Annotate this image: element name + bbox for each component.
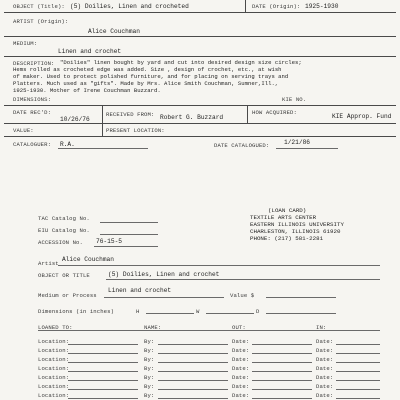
date-in-field-line bbox=[336, 380, 380, 381]
by-label: By: bbox=[144, 374, 155, 381]
by-field-line bbox=[158, 362, 228, 363]
date-in-field-line bbox=[336, 353, 380, 354]
center-line: PHONE: (217) 581-2281 bbox=[250, 235, 324, 242]
date-catalogued-value: 1/21/86 bbox=[284, 139, 310, 146]
date-received-value: 10/26/76 bbox=[60, 116, 90, 123]
location-field-line bbox=[68, 353, 138, 354]
card-dimensions-label: Dimensions (in inches) bbox=[38, 308, 115, 315]
date-in-label: Date: bbox=[316, 374, 334, 381]
tac-catalog-label: TAC Catalog No. bbox=[38, 215, 90, 222]
received-from-value: Robert G. Buzzard bbox=[160, 114, 224, 121]
location-label: Location: bbox=[38, 338, 70, 345]
by-label: By: bbox=[144, 383, 155, 390]
location-field-line bbox=[68, 371, 138, 372]
date-catalogued-label: DATE CATALOGUED: bbox=[214, 142, 270, 149]
how-acquired-value: KIE Approp. Fund bbox=[332, 113, 392, 120]
cataloguer-label: CATALOGUER: bbox=[13, 141, 52, 148]
location-label: Location: bbox=[38, 374, 70, 381]
date-out-field-line bbox=[252, 344, 312, 345]
eiu-catalog-label: EIU Catalog No. bbox=[38, 227, 90, 234]
by-field-line bbox=[158, 398, 228, 399]
date-out-label: Date: bbox=[232, 365, 250, 372]
description-line: "Doilies" linen bought by yard and cut into desired design size circles; bbox=[60, 59, 302, 66]
date-origin-value: 1925-1930 bbox=[305, 3, 339, 10]
field-line bbox=[100, 222, 158, 223]
date-out-label: Date: bbox=[232, 347, 250, 354]
field-line bbox=[266, 297, 336, 298]
depth-label: D bbox=[256, 308, 260, 315]
medium-value: Linen and crochet bbox=[58, 48, 122, 55]
location-field-line bbox=[68, 344, 138, 345]
field-line bbox=[266, 313, 336, 314]
by-label: By: bbox=[144, 347, 155, 354]
date-in-label: Date: bbox=[316, 338, 334, 345]
rule bbox=[247, 105, 248, 123]
date-in-label: Date: bbox=[316, 356, 334, 363]
date-out-field-line bbox=[252, 353, 312, 354]
rule bbox=[4, 136, 396, 137]
medium-label: MEDIUM: bbox=[13, 40, 38, 47]
date-in-label: Date: bbox=[316, 347, 334, 354]
description-label: DESCRIPTION: bbox=[13, 60, 55, 67]
cataloguer-value: R.A. bbox=[60, 141, 75, 148]
description-line: Platters. Much used as "gifts". Made by Mrs. Alice Smith Couchman, Sumner,Ill., bbox=[13, 80, 279, 87]
artist-value: Alice Couchman bbox=[88, 28, 140, 35]
description-line: Hems rolled as crocheted edge was added. Size , design of crochet, etc., at wish bbox=[13, 66, 282, 73]
artist-label: ARTIST (Origin): bbox=[13, 18, 69, 25]
description-line: of maker. Used to protect polished furniture, and for placing on serving trays and bbox=[13, 73, 289, 80]
date-out-label: Date: bbox=[232, 374, 250, 381]
date-in-field-line bbox=[336, 362, 380, 363]
rule bbox=[102, 123, 103, 136]
card-object-label: OBJECT OR TITLE bbox=[38, 272, 90, 279]
field-line bbox=[94, 246, 158, 247]
rule bbox=[245, 0, 246, 12]
by-field-line bbox=[158, 389, 228, 390]
date-in-label: Date: bbox=[316, 392, 334, 399]
field-line bbox=[100, 234, 158, 235]
loaned-to-label: LOANED TO: bbox=[38, 324, 73, 331]
description-line: 1925-1930. Mother of Irene Couchman Buzzard. bbox=[13, 87, 161, 94]
kie-no-label: KIE NO. bbox=[282, 96, 307, 103]
date-in-field-line bbox=[336, 371, 380, 372]
card-value-label: Value $ bbox=[230, 292, 255, 299]
card-artist-value: Alice Couchman bbox=[62, 256, 114, 263]
loan-card-title: (LOAN CARD) bbox=[268, 207, 307, 214]
card-artist-label: Artist bbox=[38, 260, 59, 267]
location-label: Location: bbox=[38, 356, 70, 363]
rule bbox=[4, 105, 396, 106]
center-line: CHARLESTON, ILLINOIS 61920 bbox=[250, 228, 341, 235]
date-out-field-line bbox=[252, 371, 312, 372]
present-location-label: PRESENT LOCATION: bbox=[106, 127, 165, 134]
rule bbox=[4, 12, 396, 13]
by-label: By: bbox=[144, 392, 155, 399]
card-medium-value: Linen and crochet bbox=[108, 287, 172, 294]
date-in-field-line bbox=[336, 398, 380, 399]
date-in-field-line bbox=[336, 389, 380, 390]
by-field-line bbox=[158, 344, 228, 345]
field-line bbox=[206, 313, 254, 314]
height-label: H bbox=[136, 308, 140, 315]
location-field-line bbox=[68, 389, 138, 390]
in-label: IN: bbox=[316, 324, 327, 331]
location-field-line bbox=[68, 380, 138, 381]
field-line bbox=[58, 265, 380, 266]
date-in-label: Date: bbox=[316, 365, 334, 372]
date-out-field-line bbox=[252, 380, 312, 381]
date-out-label: Date: bbox=[232, 338, 250, 345]
dimensions-label: DIMENSIONS: bbox=[13, 96, 52, 103]
date-out-label: Date: bbox=[232, 392, 250, 399]
date-in-field-line bbox=[336, 344, 380, 345]
location-field-line bbox=[68, 362, 138, 363]
field-line bbox=[146, 313, 194, 314]
by-field-line bbox=[158, 371, 228, 372]
by-label: By: bbox=[144, 365, 155, 372]
out-label: OUT: bbox=[232, 324, 246, 331]
by-field-line bbox=[158, 353, 228, 354]
value-label: VALUE: bbox=[13, 127, 34, 134]
rule bbox=[4, 123, 396, 124]
field-line bbox=[104, 297, 224, 298]
location-label: Location: bbox=[38, 392, 70, 399]
center-line: EASTERN ILLINOIS UNIVERSITY bbox=[250, 221, 344, 228]
rule bbox=[58, 148, 148, 149]
by-label: By: bbox=[144, 356, 155, 363]
how-acquired-label: HOW ACQUIRED: bbox=[252, 109, 297, 116]
by-field-line bbox=[158, 380, 228, 381]
rule bbox=[102, 105, 103, 123]
by-label: By: bbox=[144, 338, 155, 345]
rule bbox=[276, 148, 338, 149]
date-origin-label: DATE (Origin): bbox=[252, 3, 301, 10]
location-label: Location: bbox=[38, 365, 70, 372]
center-line: TEXTILE ARTS CENTER bbox=[250, 214, 317, 221]
location-label: Location: bbox=[38, 383, 70, 390]
rule bbox=[4, 56, 396, 57]
date-out-label: Date: bbox=[232, 356, 250, 363]
date-out-field-line bbox=[252, 362, 312, 363]
name-label: NAME: bbox=[144, 324, 162, 331]
card-object-value: (5) Doilies, Linen and crochet bbox=[108, 271, 220, 278]
accession-label: ACCESSION No. bbox=[38, 239, 83, 246]
received-from-label: RECEIVED FROM: bbox=[106, 111, 155, 118]
width-label: W bbox=[196, 308, 200, 315]
card-medium-label: Medium or Process bbox=[38, 292, 97, 299]
location-label: Location: bbox=[38, 347, 70, 354]
date-received-label: DATE REC'D: bbox=[13, 109, 52, 116]
header-rule bbox=[38, 330, 380, 331]
location-field-line bbox=[68, 398, 138, 399]
date-in-label: Date: bbox=[316, 383, 334, 390]
field-line bbox=[106, 279, 380, 280]
object-value: (5) Doilies, Linen and crocheted bbox=[70, 3, 189, 10]
rule bbox=[4, 36, 396, 37]
object-label: OBJECT (Title): bbox=[13, 3, 65, 10]
date-out-label: Date: bbox=[232, 383, 250, 390]
accession-value: 76-15-5 bbox=[96, 238, 122, 245]
date-out-field-line bbox=[252, 398, 312, 399]
date-out-field-line bbox=[252, 389, 312, 390]
